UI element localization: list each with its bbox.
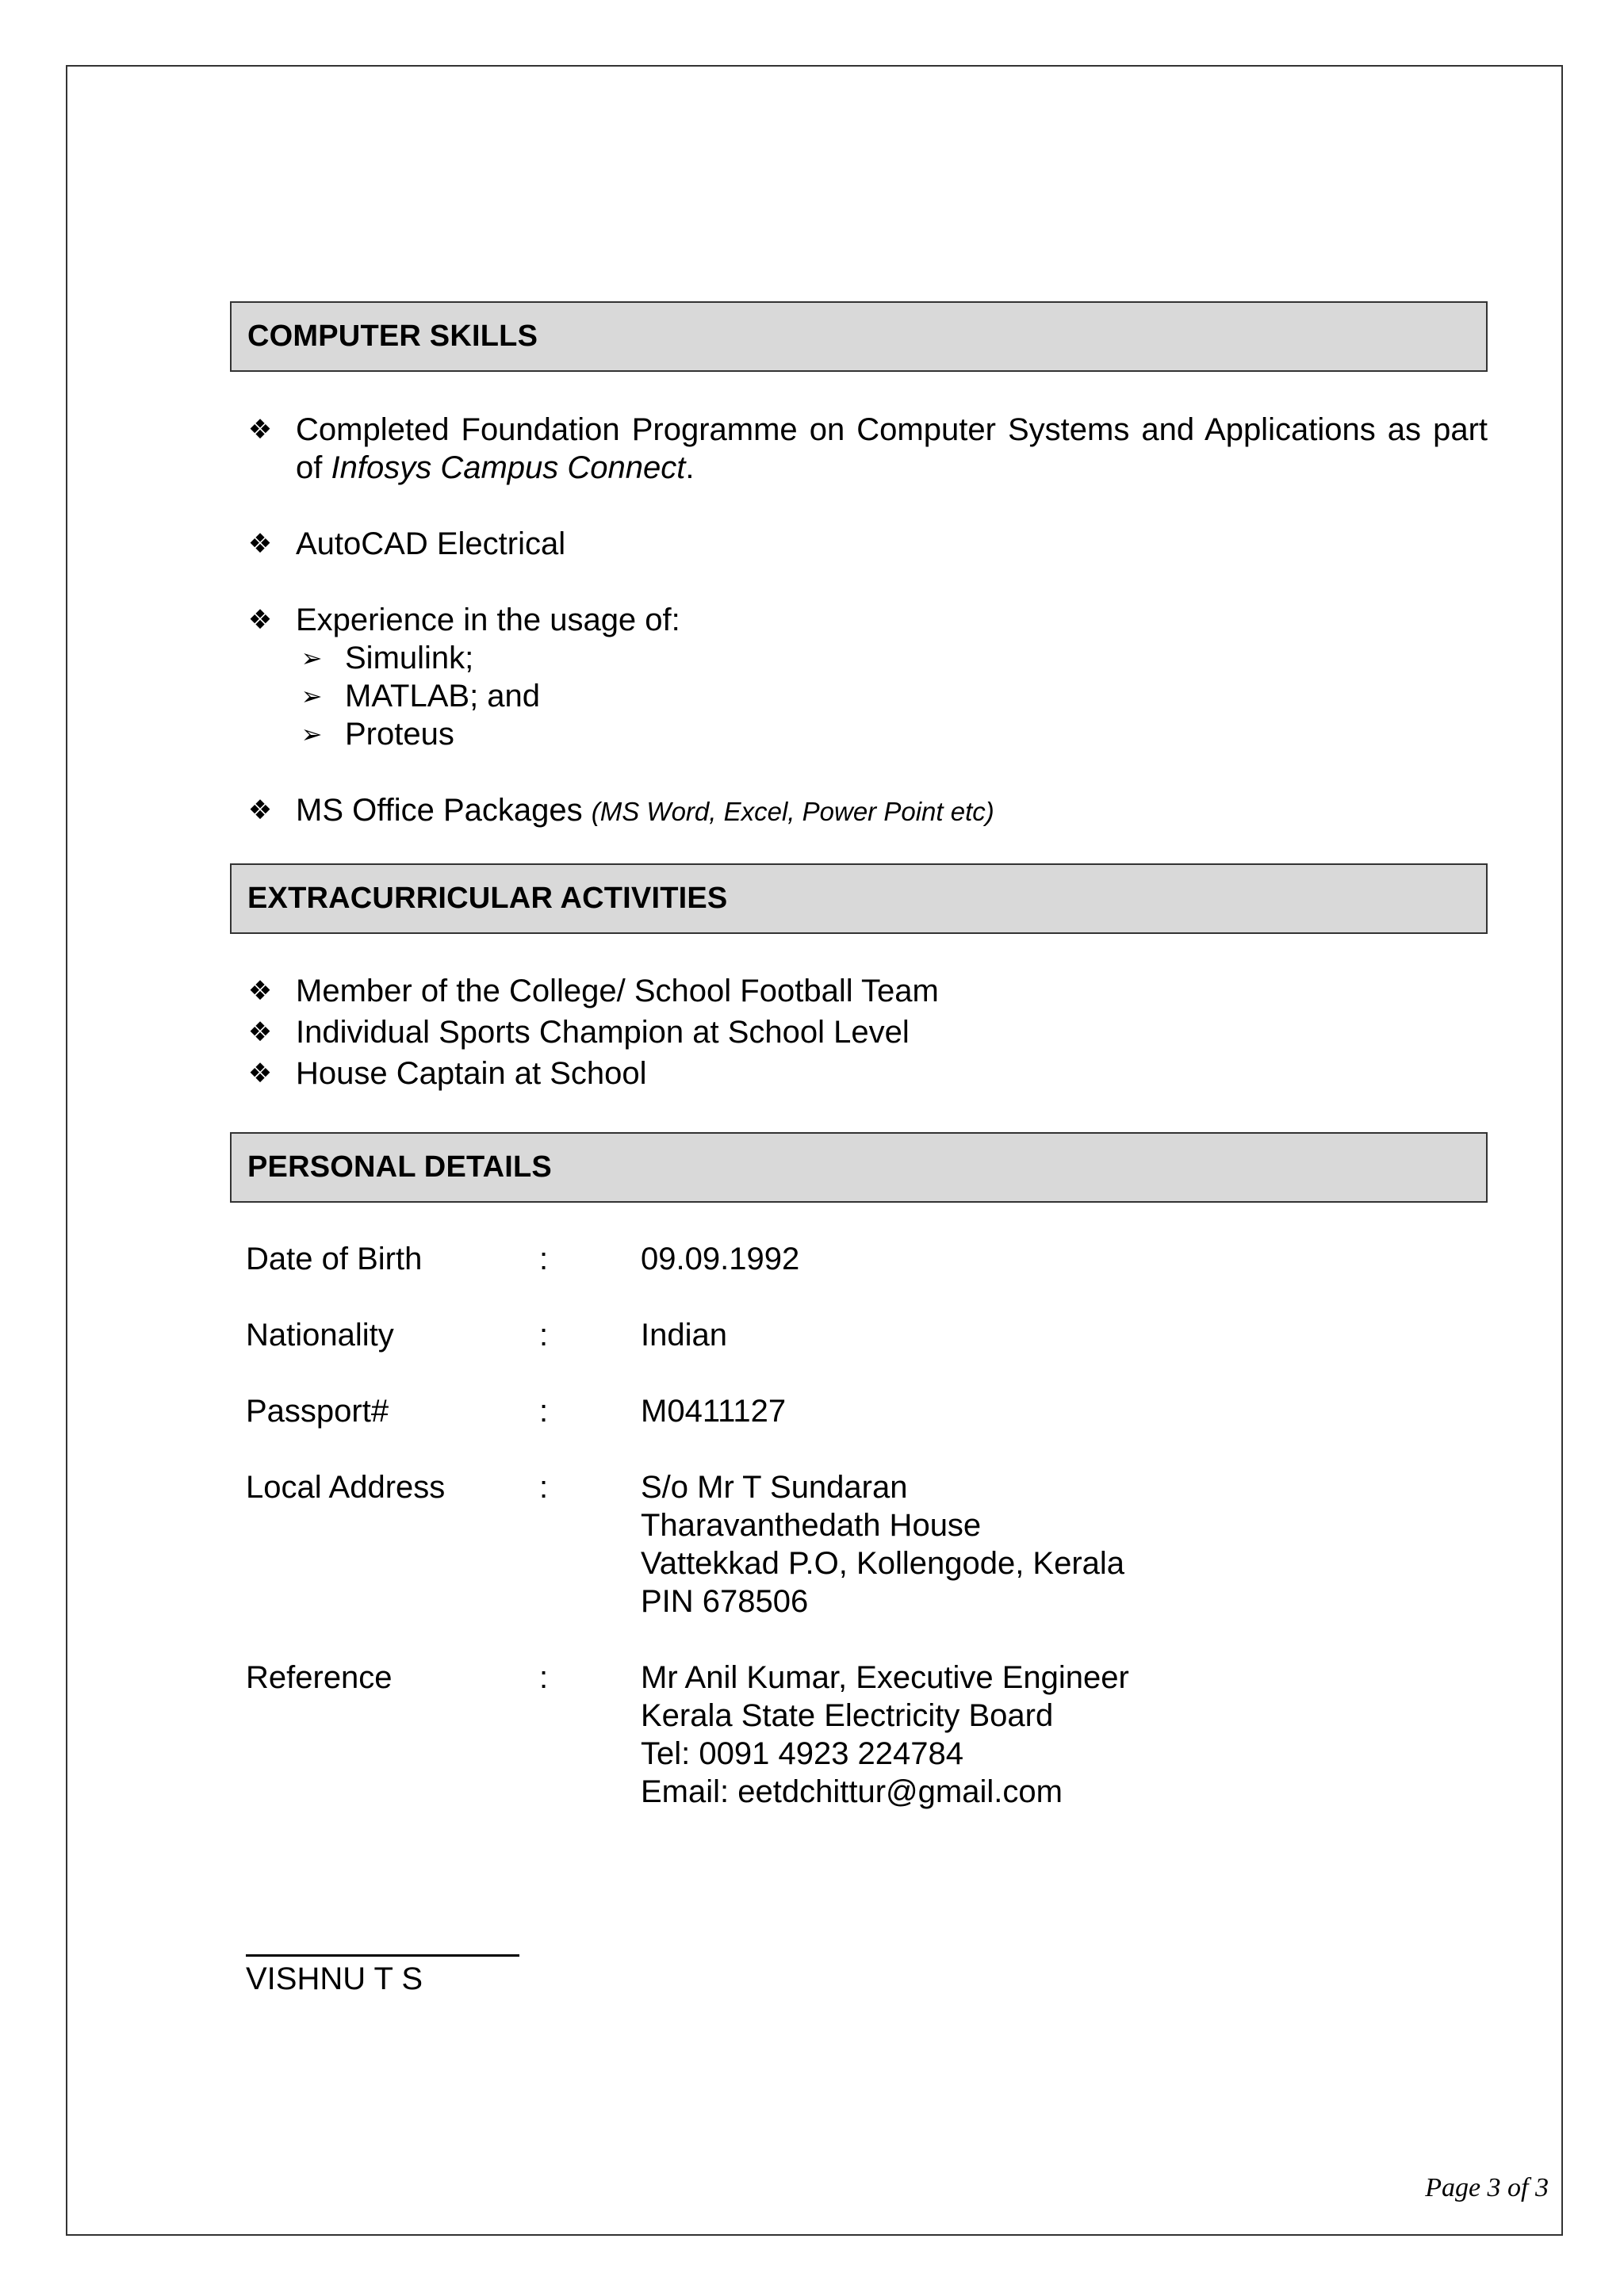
arrow-bullet-icon: ➢ [301, 682, 323, 710]
diamond-bullet-icon: ❖ [247, 1017, 273, 1047]
signature-line [246, 1954, 519, 1957]
extracurricular-heading: EXTRACURRICULAR ACTIVITIES [230, 863, 1488, 934]
skill-item-experience [230, 601, 1488, 639]
skill-item-autocad-text: AutoCAD Electrical [296, 526, 566, 561]
reference-line: Tel: 0091 4923 224784 [641, 1736, 964, 1771]
diamond-bullet-icon: ❖ [247, 605, 273, 635]
computer-skills-heading: COMPUTER SKILLS [230, 301, 1488, 372]
detail-row-passport [246, 1392, 1483, 1430]
skill-item-infosys-text [296, 411, 1488, 487]
experience-sub-item [296, 715, 1406, 753]
ms-office-note: (MS Word, Excel, Power Point etc) [591, 797, 994, 826]
reference-value [641, 1659, 1129, 1811]
detail-colon: : [539, 1394, 549, 1429]
detail-row-dob [246, 1240, 1483, 1278]
detail-colon: : [539, 1470, 549, 1505]
skill-item-infosys-main: Completed Foundation Programme on Computer Systems and Applications as part of [296, 412, 1488, 485]
address-value [641, 1468, 1124, 1621]
infosys-campus-connect-text: Infosys Campus Connect [331, 450, 686, 485]
diamond-bullet-icon: ❖ [247, 415, 273, 445]
diamond-bullet-icon: ❖ [247, 976, 273, 1006]
nationality-value: Indian [641, 1318, 727, 1353]
page-number: Page 3 of 3 [1425, 2173, 1549, 2202]
experience-sub-item [296, 639, 1406, 677]
ms-office-label: MS Office Packages [296, 793, 583, 828]
detail-colon: : [539, 1660, 549, 1695]
diamond-bullet-icon: ❖ [247, 795, 273, 825]
skill-item-infosys-period: . [685, 450, 695, 485]
activity-item [230, 972, 1488, 1010]
dob-value: 09.09.1992 [641, 1242, 800, 1276]
signature-name: VISHNU T S [246, 1961, 423, 1996]
skill-item-infosys [230, 411, 1488, 487]
passport-label: Passport# [246, 1394, 389, 1429]
arrow-bullet-icon: ➢ [301, 720, 323, 748]
address-line: Tharavanthedath House [641, 1508, 982, 1543]
skill-item-ms-office [230, 791, 1488, 829]
address-label: Local Address [246, 1470, 446, 1505]
detail-colon: : [539, 1242, 549, 1276]
nationality-label: Nationality [246, 1318, 394, 1353]
arrow-bullet-icon: ➢ [301, 644, 323, 672]
dob-label: Date of Birth [246, 1242, 423, 1276]
activity-item-text: House Captain at School [296, 1056, 647, 1091]
detail-row-reference [246, 1659, 1483, 1811]
diamond-bullet-icon: ❖ [247, 529, 273, 559]
detail-colon: : [539, 1318, 549, 1353]
reference-label: Reference [246, 1660, 393, 1695]
activity-item-text: Individual Sports Champion at School Level [296, 1015, 910, 1050]
address-line: Vattekkad P.O, Kollengode, Kerala [641, 1546, 1125, 1581]
passport-value: M0411127 [641, 1394, 787, 1429]
detail-row-address [246, 1468, 1483, 1621]
experience-sub-item-text: MATLAB; and [345, 679, 541, 714]
skill-item-experience-text: Experience in the usage of: [296, 603, 680, 637]
experience-sub-item-text: Simulink; [345, 641, 474, 675]
activity-item [230, 1054, 1488, 1093]
detail-row-nationality [246, 1316, 1483, 1354]
address-line: PIN 678506 [641, 1584, 809, 1619]
experience-sub-item [296, 677, 1406, 715]
reference-line: Email: eetdchittur@gmail.com [641, 1774, 1063, 1809]
experience-sub-item-text: Proteus [345, 717, 454, 752]
diamond-bullet-icon: ❖ [247, 1058, 273, 1089]
personal-details-heading: PERSONAL DETAILS [230, 1132, 1488, 1203]
skill-item-ms-office-text [296, 791, 1488, 831]
reference-line: Kerala State Electricity Board [641, 1698, 1054, 1733]
activity-item [230, 1013, 1488, 1051]
activity-item-text: Member of the College/ School Football Team [296, 974, 939, 1008]
reference-line: Mr Anil Kumar, Executive Engineer [641, 1660, 1129, 1695]
address-line: S/o Mr T Sundaran [641, 1470, 908, 1505]
skill-item-autocad [230, 525, 1488, 563]
